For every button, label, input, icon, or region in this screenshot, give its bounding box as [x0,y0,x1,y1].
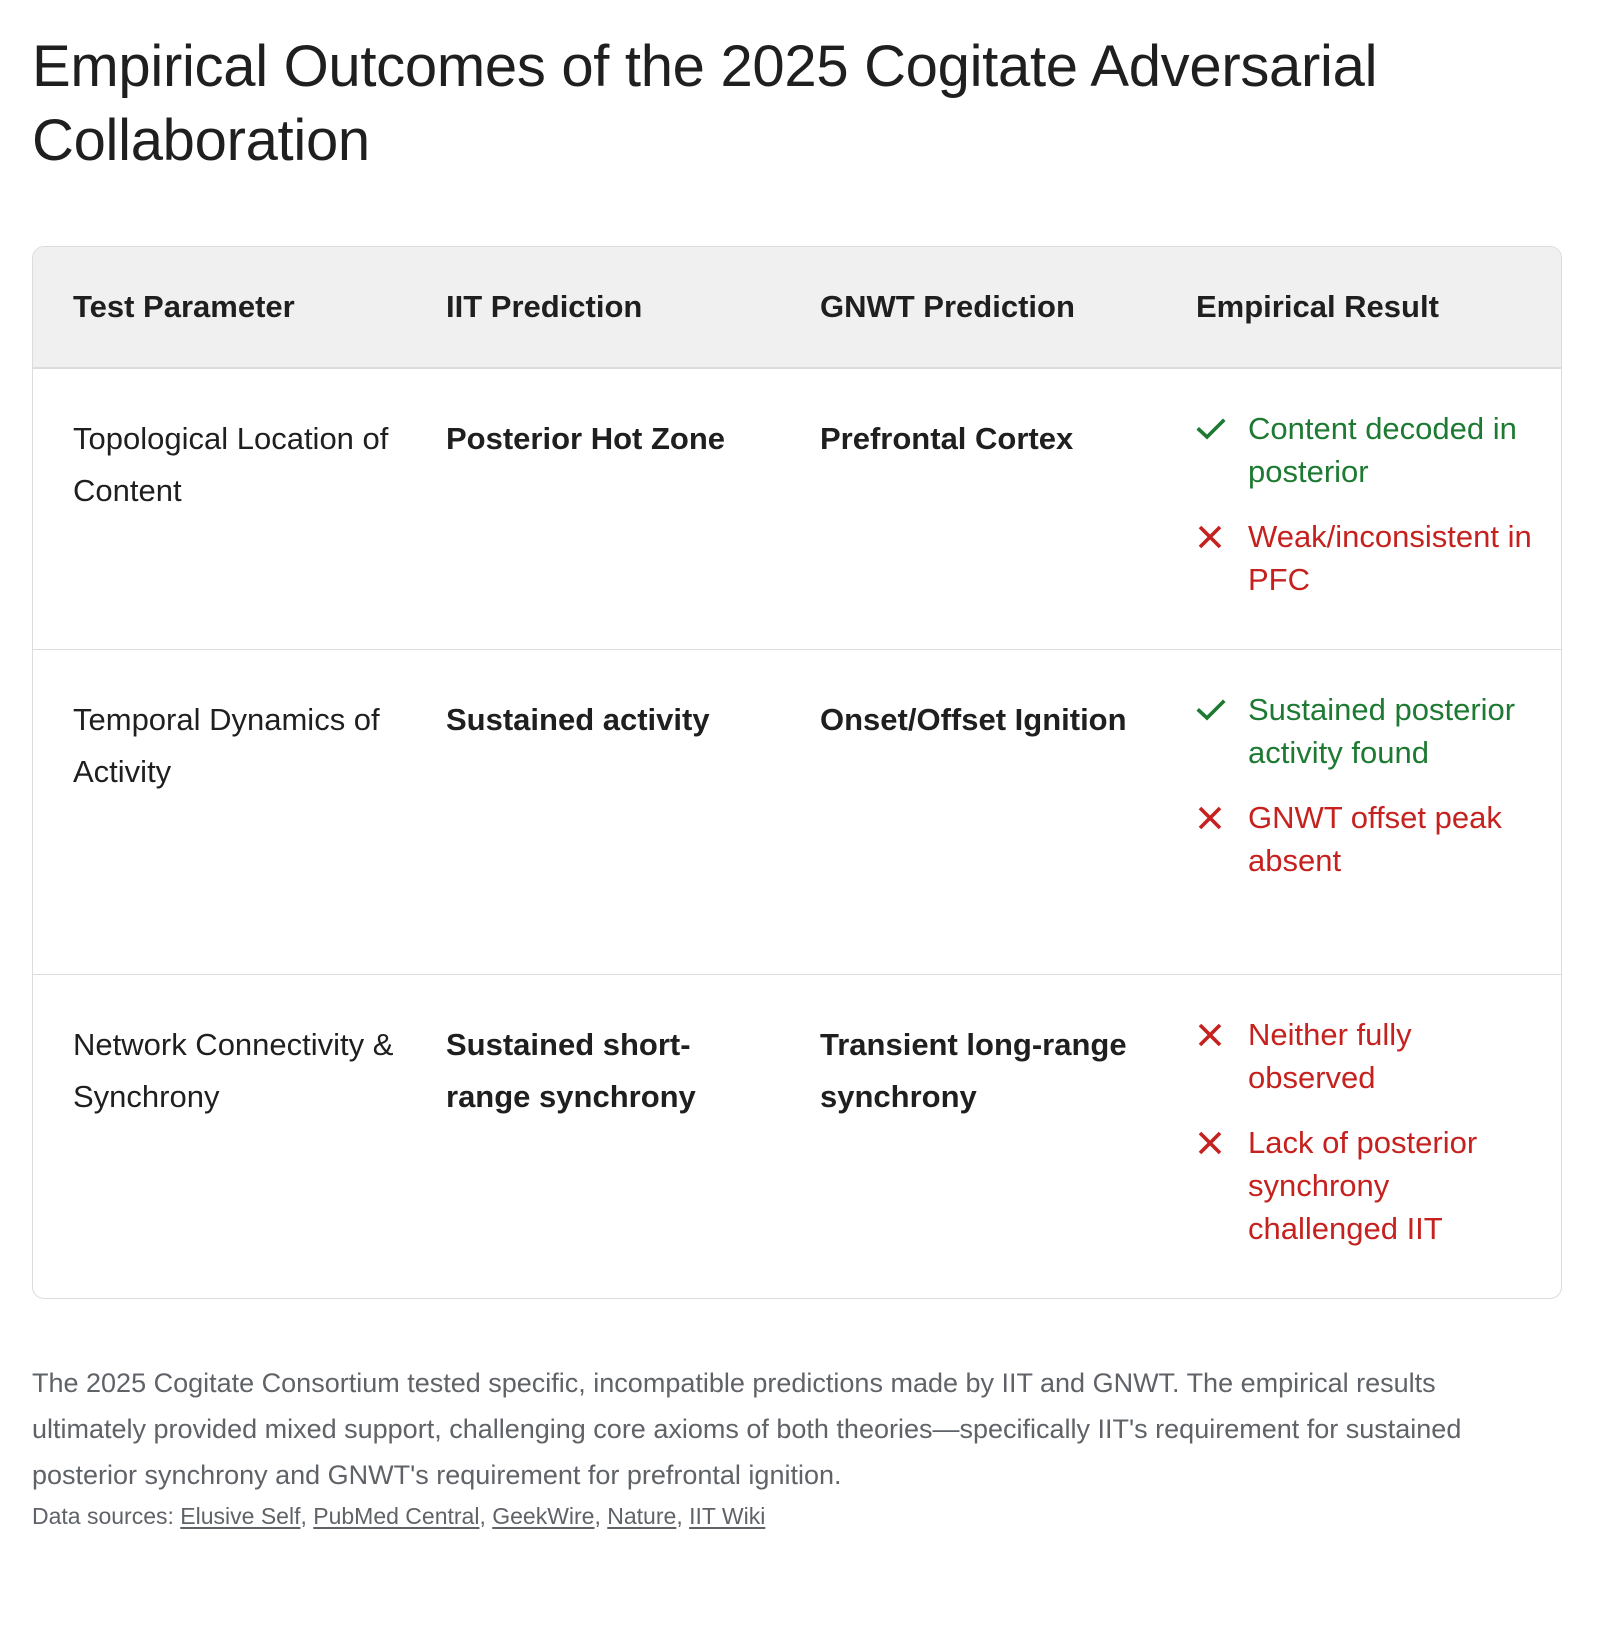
source-link-iit-wiki[interactable]: IIT Wiki [689,1503,766,1529]
result-text: Lack of posterior synchrony challenged IIT [1248,1124,1478,1246]
source-link-nature[interactable]: Nature [607,1503,677,1529]
result-text: GNWT offset peak absent [1248,799,1502,878]
table-row [33,649,1561,974]
page [32,30,1564,1529]
table-row [33,974,1561,1298]
cross-icon [1196,1121,1248,1165]
result-text: Sustained posterior activity found [1248,691,1516,770]
empirical-result-cell [1156,974,1561,1298]
column-header-empirical-result: Empirical Result [1156,247,1561,368]
source-link-elusive-self[interactable]: Elusive Self [180,1503,301,1529]
column-header-iit-prediction: IIT Prediction [406,247,780,368]
empirical-result-cell [1156,368,1561,649]
iit-prediction-cell: Posterior Hot Zone [446,421,726,456]
iit-prediction-cell: Sustained activity [446,701,710,737]
result-item [1196,796,1541,882]
result-text: Weak/inconsistent in PFC [1248,519,1532,597]
data-sources-label: Data sources: [32,1503,174,1529]
table-row [33,368,1561,649]
test-parameter-cell: Temporal Dynamics of Activity [73,701,380,789]
gnwt-prediction-cell: Transient long-range synchrony [820,1026,1127,1114]
results-table-card [32,246,1562,1299]
cross-icon [1196,1013,1248,1057]
result-item [1196,515,1541,601]
column-header-test-parameter: Test Parameter [33,247,406,368]
test-parameter-cell: Topological Location of Content [73,421,389,508]
results-table [33,247,1561,1298]
page-title: Empirical Outcomes of the 2025 Cogitate Adversarial Collaboration [32,34,1378,173]
data-sources: Data sources: Elusive Self, PubMed Central, GeekWire, Nature, IIT Wiki [32,1503,766,1529]
summary-paragraph: The 2025 Cogitate Consortium tested specific, incompatible predictions made by IIT and GNWT. The empirical results ultimately provided mixed support, challenging core axioms of both theories—specifically IIT's requirement for sustained posterior synchrony and GNWT's requirement for prefrontal ignition. [32,1368,1462,1490]
result-item [1196,688,1541,774]
cross-icon [1196,796,1248,840]
result-item [1196,407,1541,493]
source-link-pubmed-central[interactable]: PubMed Central [313,1503,480,1529]
empirical-result-cell [1156,649,1561,974]
gnwt-prediction-cell: Prefrontal Cortex [820,421,1074,456]
cross-icon [1196,515,1248,559]
column-header-gnwt-prediction: GNWT Prediction [780,247,1156,368]
check-icon [1196,407,1248,451]
result-text: Neither fully observed [1248,1016,1412,1095]
result-text: Content decoded in posterior [1248,411,1517,489]
table-header-row [33,247,1561,368]
result-item [1196,1013,1541,1099]
result-item [1196,1121,1541,1250]
iit-prediction-cell: Sustained short-range synchrony [446,1026,696,1114]
gnwt-prediction-cell: Onset/Offset Ignition [820,701,1127,737]
test-parameter-cell: Network Connectivity & Synchrony [73,1026,394,1114]
source-link-geekwire[interactable]: GeekWire [492,1503,595,1529]
check-icon [1196,688,1248,732]
